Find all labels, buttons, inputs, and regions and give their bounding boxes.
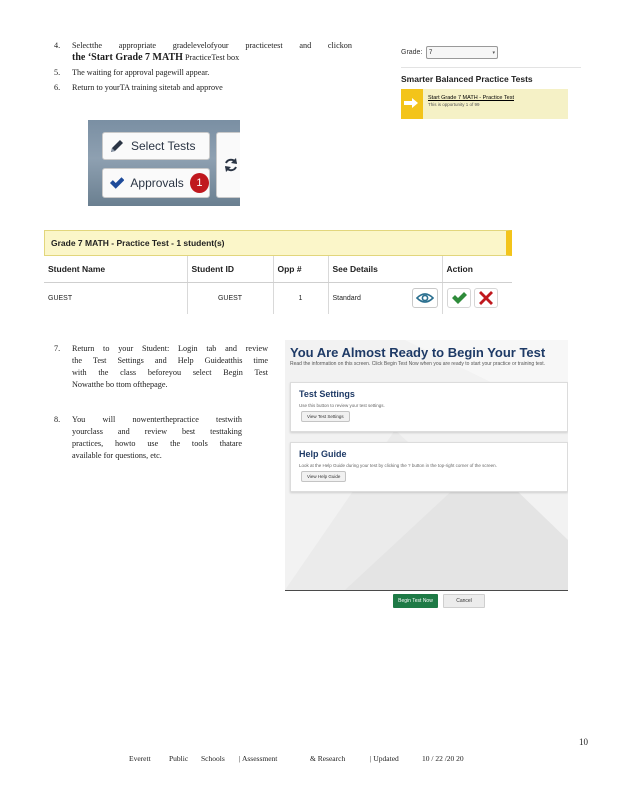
details-text: Standard	[332, 294, 361, 302]
help-guide-panel	[290, 442, 568, 492]
step-number: 4.	[54, 41, 61, 50]
column-header: Student ID	[187, 256, 273, 282]
checkmark-icon	[109, 175, 124, 191]
approvals-table-header: Grade 7 MATH - Practice Test - 1 student(s)	[44, 230, 512, 256]
footer-text: & Research	[310, 754, 346, 763]
ready-footer-divider	[285, 590, 568, 591]
column-header: Student Name	[44, 256, 187, 282]
student-id-cell: GUEST	[187, 282, 273, 314]
help-guide-description: Look at the Help Guide during your test by clicking the ? button in the top-right corner of the screen.	[299, 463, 497, 468]
step-4	[54, 40, 354, 66]
chevron-down-icon: ▾	[492, 49, 495, 56]
ready-title: You Are Almost Ready to Begin Your Test	[290, 345, 546, 360]
step-text: yourclass and review best testtaking	[72, 427, 242, 436]
step-text: Return to your Student: Login tab and review	[72, 344, 268, 353]
opp-cell: 1	[273, 282, 328, 314]
approve-button[interactable]	[447, 288, 471, 308]
select-tests-button[interactable]	[102, 132, 210, 160]
student-name-cell: GUEST	[44, 282, 187, 314]
test-settings-panel	[290, 382, 568, 432]
test-settings-description: Use this button to review your test settings.	[299, 403, 385, 408]
step-text: You will nowenterthepractice testwith	[72, 415, 242, 424]
step-number: 5.	[54, 68, 61, 77]
step-text: PracticeTest box	[184, 53, 240, 62]
step-5	[54, 67, 354, 79]
help-guide-heading: Help Guide	[299, 449, 347, 459]
select-tests-label: Select Tests	[131, 139, 196, 153]
page-number: 10	[579, 737, 588, 747]
practice-test-link[interactable]: Start Grade 7 MATH - Practice Test	[428, 95, 514, 101]
ta-toolbar	[88, 120, 240, 206]
ready-instructions: Read the information on this screen. Click Begin Test Now when you are ready to start your practice or training test.	[290, 361, 546, 367]
grade-select-value: 7	[429, 49, 433, 56]
step-text: The waiting for approval pagewill appear.	[72, 68, 210, 77]
footer-text: 10 / 22 /20 20	[422, 754, 464, 763]
footer-text: | Updated	[370, 754, 399, 763]
action-cell	[442, 282, 512, 314]
approvals-table	[44, 256, 512, 314]
grade-select[interactable]	[426, 46, 498, 59]
approvals-button[interactable]	[102, 168, 210, 198]
refresh-icon	[223, 157, 239, 173]
list-divider	[401, 67, 581, 68]
test-settings-heading: Test Settings	[299, 389, 355, 399]
step-text: the Test Settings and Help Guideatthis time	[72, 356, 268, 365]
cancel-button[interactable]: Cancel	[443, 594, 485, 608]
arrow-right-icon	[404, 98, 418, 108]
step-number: 7.	[54, 344, 61, 353]
table-row	[44, 282, 512, 314]
column-header: See Details	[328, 256, 442, 282]
view-details-button[interactable]	[412, 288, 438, 308]
step-text: available for questions, etc.	[72, 451, 162, 460]
step-text: Return to yourTA training sitetab and approve	[72, 83, 223, 92]
practice-test-card[interactable]	[401, 89, 568, 119]
view-test-settings-button[interactable]: View Test Settings	[301, 411, 350, 422]
footer-text: Schools	[201, 754, 225, 763]
approvals-label: Approvals	[130, 176, 184, 190]
table-header-row	[44, 256, 512, 282]
grade-label: Grade:	[401, 49, 423, 56]
begin-test-now-button[interactable]: Begin Test Now	[393, 594, 438, 608]
deny-button[interactable]	[474, 288, 498, 308]
step-6	[54, 82, 354, 94]
step-text: practices, howto use the tools thatare	[72, 439, 242, 448]
step-text: with the class beforeyou select Begin Test	[72, 368, 268, 377]
step-text: Nowatthe bo ttom ofthepage.	[72, 380, 168, 389]
view-help-guide-button[interactable]: View Help Guide	[301, 471, 346, 482]
step-7	[54, 343, 274, 403]
footer-text: Public	[169, 754, 189, 763]
close-icon	[479, 291, 493, 305]
step-8	[54, 414, 274, 474]
page-footer	[129, 754, 464, 763]
eye-icon	[416, 292, 434, 304]
practice-tests-heading: Smarter Balanced Practice Tests	[401, 74, 533, 84]
practice-test-subtitle: This is opportunity 1 of 99	[428, 102, 480, 107]
footer-text: Everett	[129, 754, 151, 763]
column-header: Action	[442, 256, 512, 282]
refresh-button[interactable]	[216, 132, 240, 198]
step-number: 8.	[54, 415, 61, 424]
pencil-icon	[109, 138, 125, 154]
column-header: Opp #	[273, 256, 328, 282]
details-cell	[328, 282, 442, 314]
ready-screen	[285, 340, 568, 590]
approvals-count-badge: 1	[190, 173, 209, 193]
step-bold-text: the ‘Start Grade 7 MATH	[72, 52, 183, 63]
step-text: Selectthe appropriate gradelevelofyour practicetest and clickon	[72, 41, 352, 50]
footer-text: | Assessment	[239, 754, 278, 763]
checkmark-icon	[451, 291, 467, 305]
step-number: 6.	[54, 83, 61, 92]
